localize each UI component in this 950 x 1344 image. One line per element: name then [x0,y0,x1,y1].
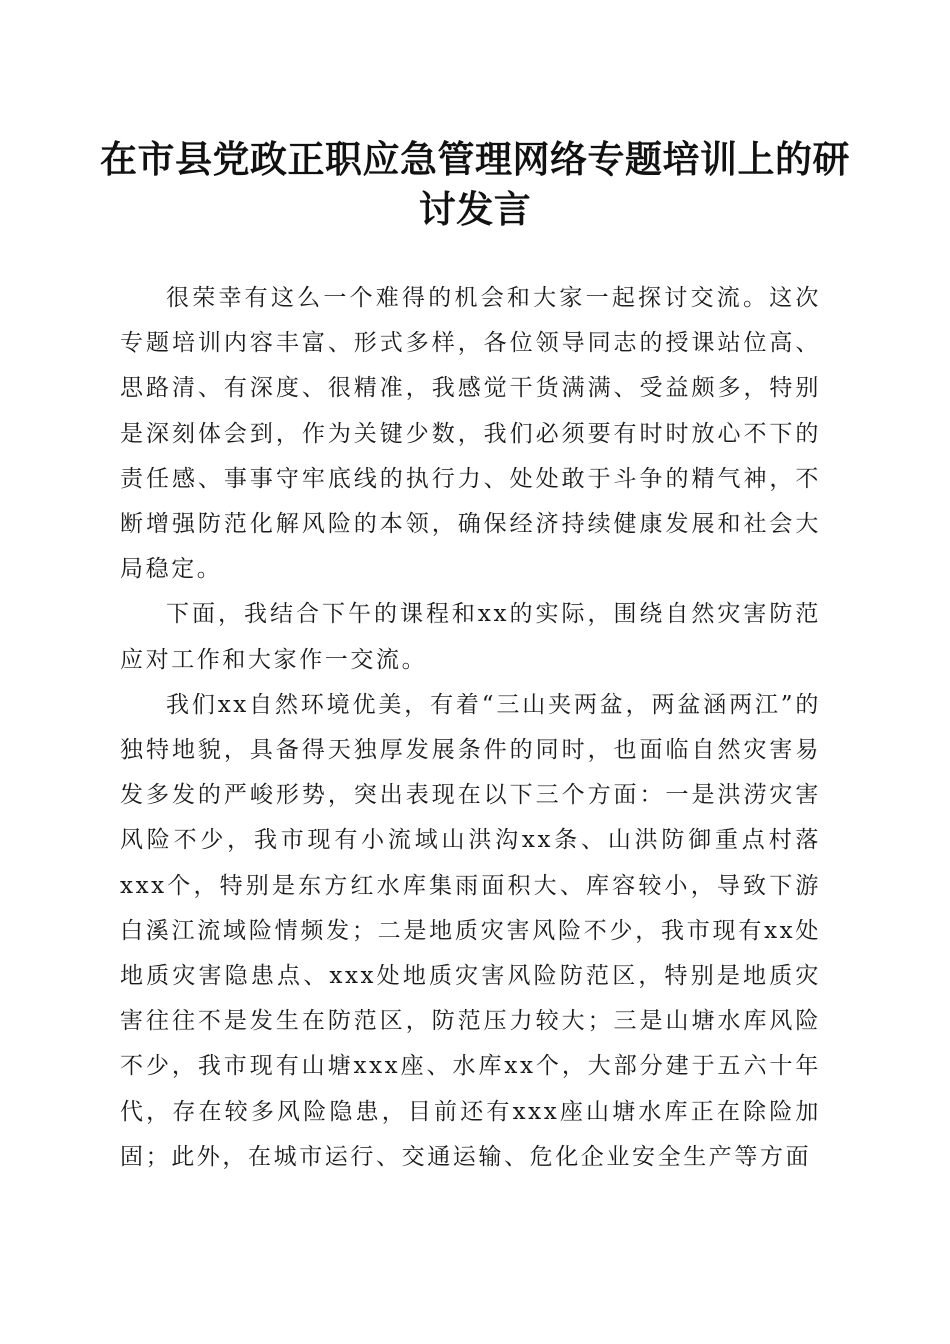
paragraph-intro: 很荣幸有这么一个难得的机会和大家一起探讨交流。这次专题培训内容丰富、形式多样，各位领导同志的授课站位高、思路清、有深度、很精准，我感觉干货满满、受益颇多，特别是深刻体会到，作为关键少数，我们必须要有时时放心不下的责任感、事事守牢底线的执行力、处处敢于斗争的精气神，不断增强防范化解风险的本领，确保经济持续健康发展和社会大局稳定。 [120,285,821,583]
paragraph-transition: 下面，我结合下午的课程和xx的实际，围绕自然灾害防范应对工作和大家作一交流。 [120,601,821,673]
document-body [120,276,821,1180]
document-title: 在市县党政正职应急管理网络专题培训上的研讨发言 [100,137,850,231]
paragraph-risks: 我们xx自然环境优美，有着“三山夹两盆，两盆涵两江”的独特地貌，具备得天独厚发展条件的同时，也面临自然灾害易发多发的严峻形势，突出表现在以下三个方面：一是洪涝灾害风险不少，我市现有小流域山洪沟xx条、山洪防御重点村落xxx个，特别是东方红水库集雨面积大、库容较小，导致下游白溪江流域险情频发；二是地质灾害风险不少，我市现有xx处地质灾害隐患点、xxx处地质灾害风险防范区，特别是地质灾害往往不是发生在防范区，防范压力较大；三是山塘水库风险不少，我市现有山塘xxx座、水库xx个，大部分建于五六十年代，存在较多风险隐患，目前还有xxx座山塘水库正在除险加固；此外，在城市运行、交通运输、危化企业安全生产等方面 [120,691,821,1170]
